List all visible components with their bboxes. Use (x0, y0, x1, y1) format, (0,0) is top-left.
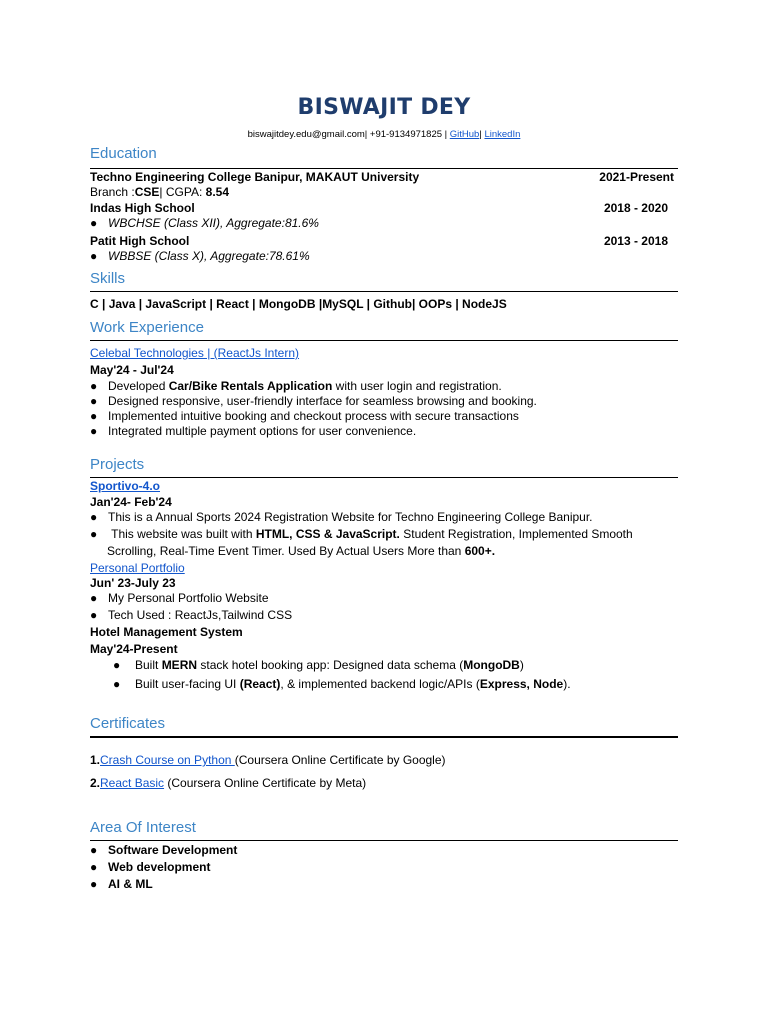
college-years: 2021-Present (599, 170, 674, 184)
bullet-icon: ● (90, 527, 98, 541)
bullet-icon: ● (90, 379, 98, 393)
section-divider (90, 340, 678, 341)
bullet-icon: ● (90, 510, 98, 524)
list-item: ● Tech Used : ReactJs,Tailwind CSS (90, 608, 293, 622)
section-divider (90, 840, 678, 841)
school2-name: Patit High School (90, 234, 190, 248)
linkedin-link[interactable]: LinkedIn (484, 129, 521, 140)
contact-separator: | (479, 129, 485, 140)
bullet-icon: ● (90, 608, 98, 622)
work-dates: May'24 - Jul'24 (90, 363, 174, 377)
list-item: ● WBBSE (Class X), Aggregate:78.61% (90, 249, 310, 263)
list-item-continued: Scrolling, Real-Time Event Timer. Used By Actual Users More than 600+. (107, 544, 496, 558)
list-item: ● Developed Car/Bike Rentals Application with user login and registration. (90, 379, 502, 393)
bullet-icon: ● (90, 424, 98, 438)
section-divider (90, 736, 678, 738)
interest-heading: Area Of Interest (90, 819, 196, 836)
contact-line (0, 129, 768, 140)
github-link[interactable]: GitHub (449, 129, 480, 140)
education-heading: Education (90, 145, 157, 162)
certificate-item: 2.React Basic (Coursera Online Certificate by Meta) (90, 776, 367, 790)
list-item: ● This is a Annual Sports 2024 Registration Website for Techno Engineering College Banipur. (90, 510, 593, 524)
bullet-icon: ● (90, 877, 98, 891)
work-heading: Work Experience (90, 319, 204, 336)
list-item: ● My Personal Portfolio Website (90, 591, 269, 605)
college-name: Techno Engineering College Banipur, MAKAUT University (90, 170, 420, 184)
list-item: ● Implemented intuitive booking and checkout process with secure transactions (90, 409, 519, 423)
project3-name: Hotel Management System (90, 625, 243, 639)
section-divider (90, 477, 678, 478)
section-divider (90, 291, 678, 292)
projects-heading: Projects (90, 456, 145, 473)
bullet-icon: ● (90, 843, 98, 857)
school1-name: Indas High School (90, 201, 195, 215)
candidate-name: BISWAJIT DEY (297, 95, 471, 120)
certificate-item: 1.Crash Course on Python (Coursera Online Certificate by Google) (90, 753, 446, 767)
branch-line: Branch :CSE| CGPA: 8.54 (90, 185, 229, 199)
list-item: ● Software Development (90, 843, 238, 857)
bullet-icon: ● (90, 409, 98, 423)
certificates-heading: Certificates (90, 715, 166, 732)
bullet-icon: ● (113, 658, 121, 672)
list-item: ● WBCHSE (Class XII), Aggregate:81.6% (90, 216, 319, 230)
contact-separator: | +91-9134971825 | (364, 129, 450, 140)
school2-years: 2013 - 2018 (603, 234, 668, 248)
bullet-icon: ● (90, 216, 98, 230)
company-link[interactable]: Celebal Technologies | (ReactJs Intern) (90, 346, 300, 360)
email-text: biswajitdey.edu@gmail.com (247, 129, 365, 140)
project3-dates: May'24-Present (90, 642, 178, 656)
project2-dates: Jun' 23-July 23 (90, 576, 176, 590)
bullet-icon: ● (90, 591, 98, 605)
bullet-icon: ● (90, 249, 98, 263)
section-divider (90, 168, 678, 169)
list-item: ● Designed responsive, user-friendly interface for seamless browsing and booking. (90, 394, 537, 408)
list-item: ● Built user-facing UI (React), & implemented backend logic/APIs (Express, Node). (113, 677, 571, 691)
skills-heading: Skills (90, 270, 126, 287)
project2-link[interactable]: Personal Portfolio (90, 561, 185, 575)
bullet-icon: ● (90, 394, 98, 408)
certificate-link[interactable]: Crash Course on Python (100, 753, 235, 767)
certificate-link[interactable]: React Basic (100, 776, 165, 790)
list-item: ● AI & ML (90, 877, 153, 891)
list-item: ● This website was built with HTML, CSS & JavaScript. Student Registration, Implemented Smooth (90, 527, 633, 541)
skills-list: C | Java | JavaScript | React | MongoDB |MySQL | Github| OOPs | NodeJS (90, 297, 507, 311)
project1-dates: Jan'24- Feb'24 (90, 495, 172, 509)
bullet-icon: ● (113, 677, 121, 691)
list-item: ● Built MERN stack hotel booking app: Designed data schema (MongoDB) (113, 658, 524, 672)
bullet-icon: ● (90, 860, 98, 874)
school1-years: 2018 - 2020 (603, 201, 668, 215)
list-item: ● Integrated multiple payment options for user convenience. (90, 424, 417, 438)
list-item: ● Web development (90, 860, 211, 874)
project1-link[interactable]: Sportivo-4.o (90, 479, 161, 493)
